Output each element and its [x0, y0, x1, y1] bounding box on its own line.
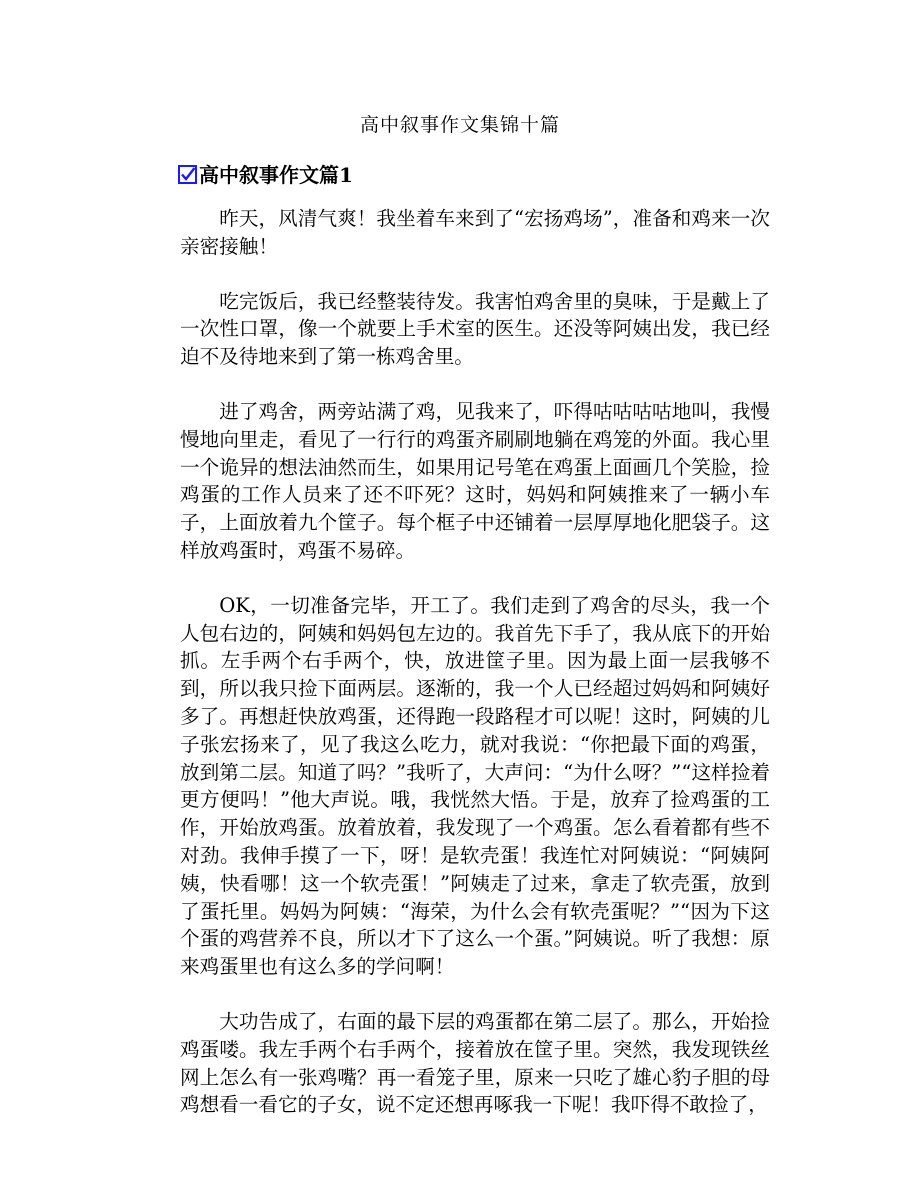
paragraph: 昨天，风清气爽！我坐着车来到了“宏扬鸡场”，准备和鸡来一次亲密接触！ [180, 207, 770, 258]
section-heading-text: 高中叙事作文篇1 [199, 163, 353, 187]
checkbox-checked-icon [178, 165, 197, 184]
section-heading [178, 159, 353, 188]
paragraph: 进了鸡舍，两旁站满了鸡，见我来了，吓得咕咕咕咕地叫，我慢慢地向里走，看见了一行行的鸡蛋齐刷刷地躺在鸡笼的外面。我心里一个诡异的想法油然而生，如果用记号笔在鸡蛋上面画几个笑脸，捡鸡蛋的工作人员来了还不吓死？这时，妈妈和阿姨推来了一辆小车子，上面放着九个筐子。每个框子中还铺着一层厚厚地化肥袋子。这样放鸡蛋时，鸡蛋不易碎。 [180, 399, 770, 562]
paragraph: 吃完饭后，我已经整装待发。我害怕鸡舍里的臭味，于是戴上了一次性口罩，像一个就要上手术室的医生。还没等阿姨出发，我已经迫不及待地来到了第一栋鸡舍里。 [180, 289, 770, 369]
essay-body [180, 205, 770, 1146]
paragraph: OK，一切准备完毕，开工了。我们走到了鸡舍的尽头，我一个人包右边的，阿姨和妈妈包左边的。我首先下手了，我从底下的开始抓。左手两个右手两个，快，放进筐子里。因为最上面一层我够不到，所以我只捡下面两层。逐渐的，我一个人已经超过妈妈和阿姨好多了。再想赶快放鸡蛋，还得跑一段路程才可以呢！这时，阿姨的儿子张宏扬来了，见了我这么吃力，就对我说：“你把最下面的鸡蛋，放到第二层。知道了吗？”我听了，大声问：“为什么呀？”“这样捡着更方便吗！”他大声说。哦，我恍然大悟。于是，放弃了捡鸡蛋的工作，开始放鸡蛋。放着放着，我发现了一个鸡蛋。怎么看着都有些不对劲。我伸手摸了一下，呀！是软壳蛋！我连忙对阿姨说：“阿姨阿姨，快看哪！这一个软壳蛋！”阿姨走了过来，拿走了软壳蛋，放到了蛋托里。妈妈为阿姨：“海荣，为什么会有软壳蛋呢？”“因为下这个蛋的鸡营养不良，所以才下了这么一个蛋。”阿姨说。听了我想：原来鸡蛋里也有这么多的学问啊！ [180, 593, 770, 979]
document-title: 高中叙事作文集锦十篇 [359, 114, 560, 136]
paragraph: 大功告成了，右面的最下层的鸡蛋都在第二层了。那么，开始捡鸡蛋喽。我左手两个右手两个，接着放在筐子里。突然，我发现铁丝网上怎么有一张鸡嘴？再一看笼子里，原来一只吃了雄心豹子胆的母鸡想看一看它的子女，说不定还想再啄我一下呢！我吓得不敢捡了， [180, 1009, 770, 1117]
